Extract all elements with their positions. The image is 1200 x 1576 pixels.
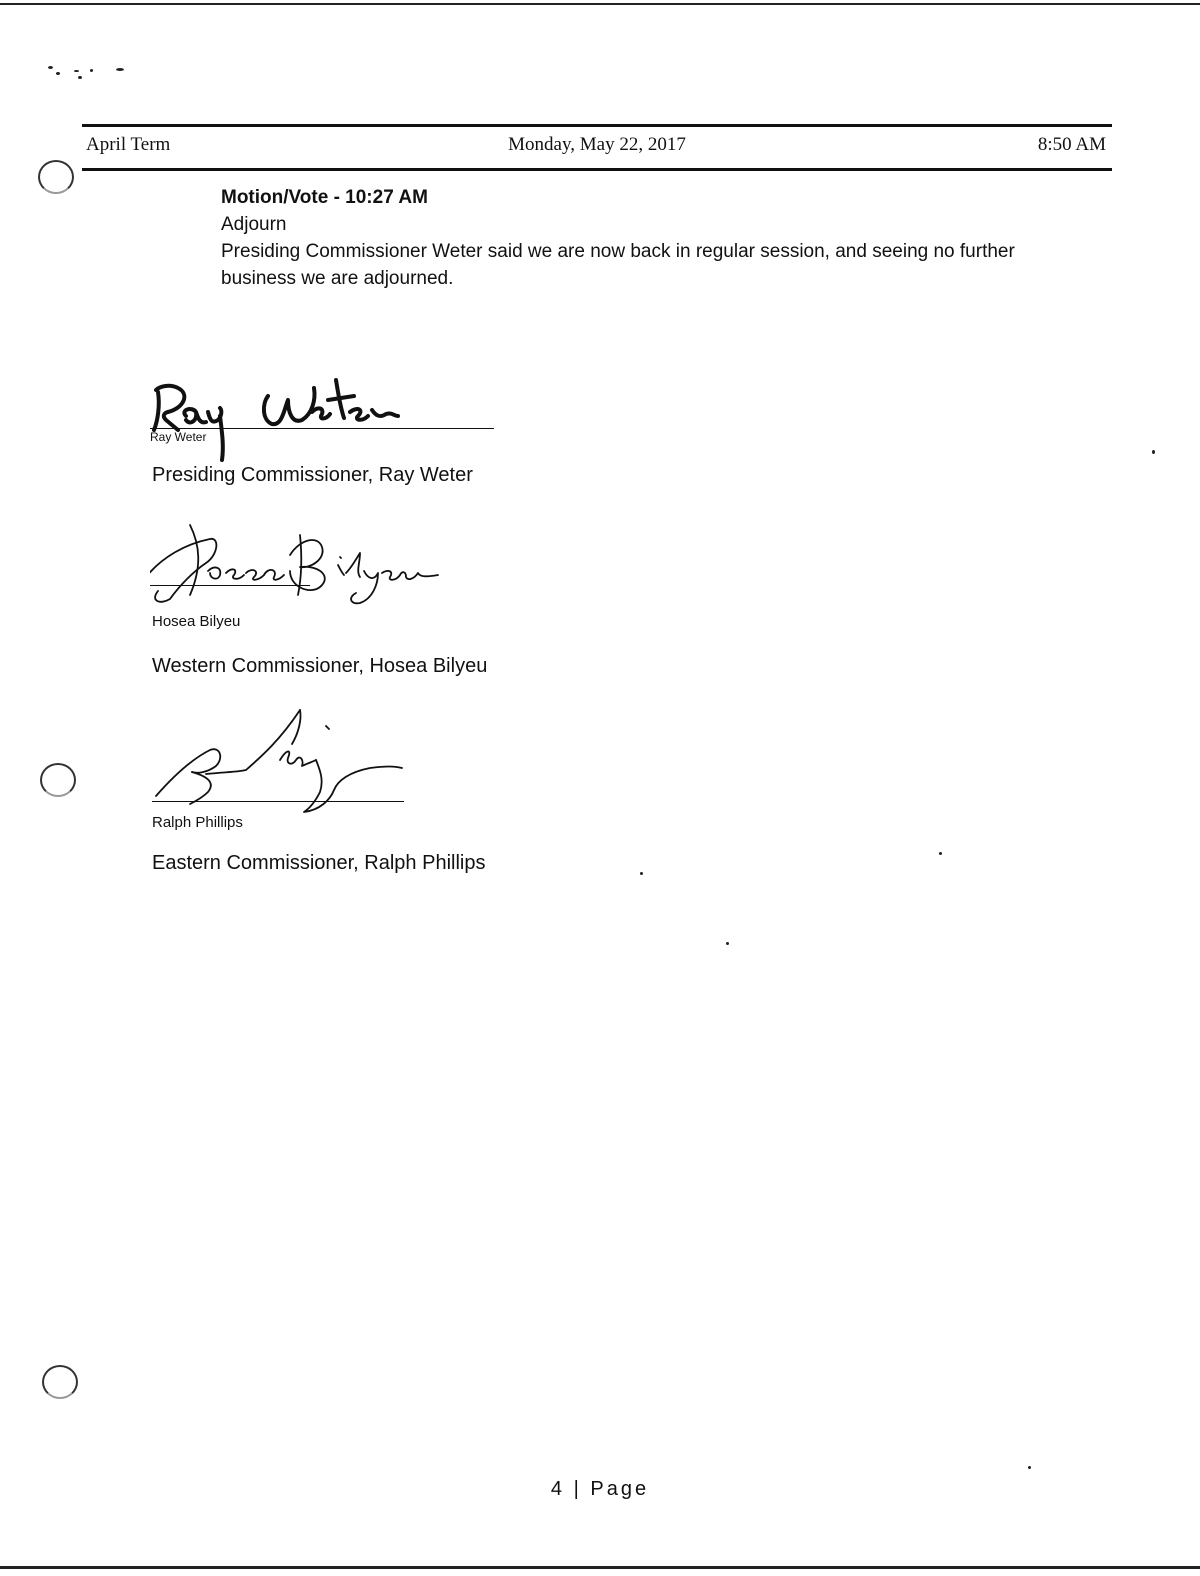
motion-action: Adjourn [221,214,287,235]
page-label: | Page [573,1478,650,1500]
scan-edge-top [0,3,1200,5]
header-rule-top [82,124,1112,127]
signature-block-western [150,515,550,685]
signer-title: Western Commissioner, Hosea Bilyeu [152,655,488,677]
header-rule-bottom [82,168,1112,171]
signer-title: Presiding Commissioner, Ray Weter [152,464,473,486]
minutes-header [82,124,1112,172]
header-term: April Term [86,134,171,155]
punch-hole-bottom [42,1365,78,1399]
signature-line [150,428,494,429]
punch-hole-top [38,160,74,194]
handwritten-signature-ralph-phillips [150,700,430,820]
signature-line [150,585,310,586]
motion-heading: Motion/Vote - 10:27 AM [221,187,428,208]
header-time: 8:50 AM [1037,134,1106,155]
handwritten-signature-ray-weter [150,360,510,470]
motion-section [221,184,1041,292]
signature-block-eastern [150,700,550,880]
handwritten-signature-hosea-bilyeu [150,515,470,615]
scan-edge-bottom [0,1566,1200,1569]
punch-hole-middle [40,763,76,797]
page-number: 4 [550,1478,566,1500]
header-date: Monday, May 22, 2017 [508,134,686,155]
signature-block-presiding [150,360,550,500]
printed-name: Hosea Bilyeu [152,613,241,630]
printed-name: Ray Weter [150,430,207,444]
motion-text: Presiding Commissioner Weter said we are now back in regular session, and seeing no further business we are adjourned. [221,241,1015,289]
signer-title: Eastern Commissioner, Ralph Phillips [152,852,486,874]
signature-line [152,801,404,802]
page-footer [0,1478,1200,1501]
printed-name: Ralph Phillips [152,814,243,831]
